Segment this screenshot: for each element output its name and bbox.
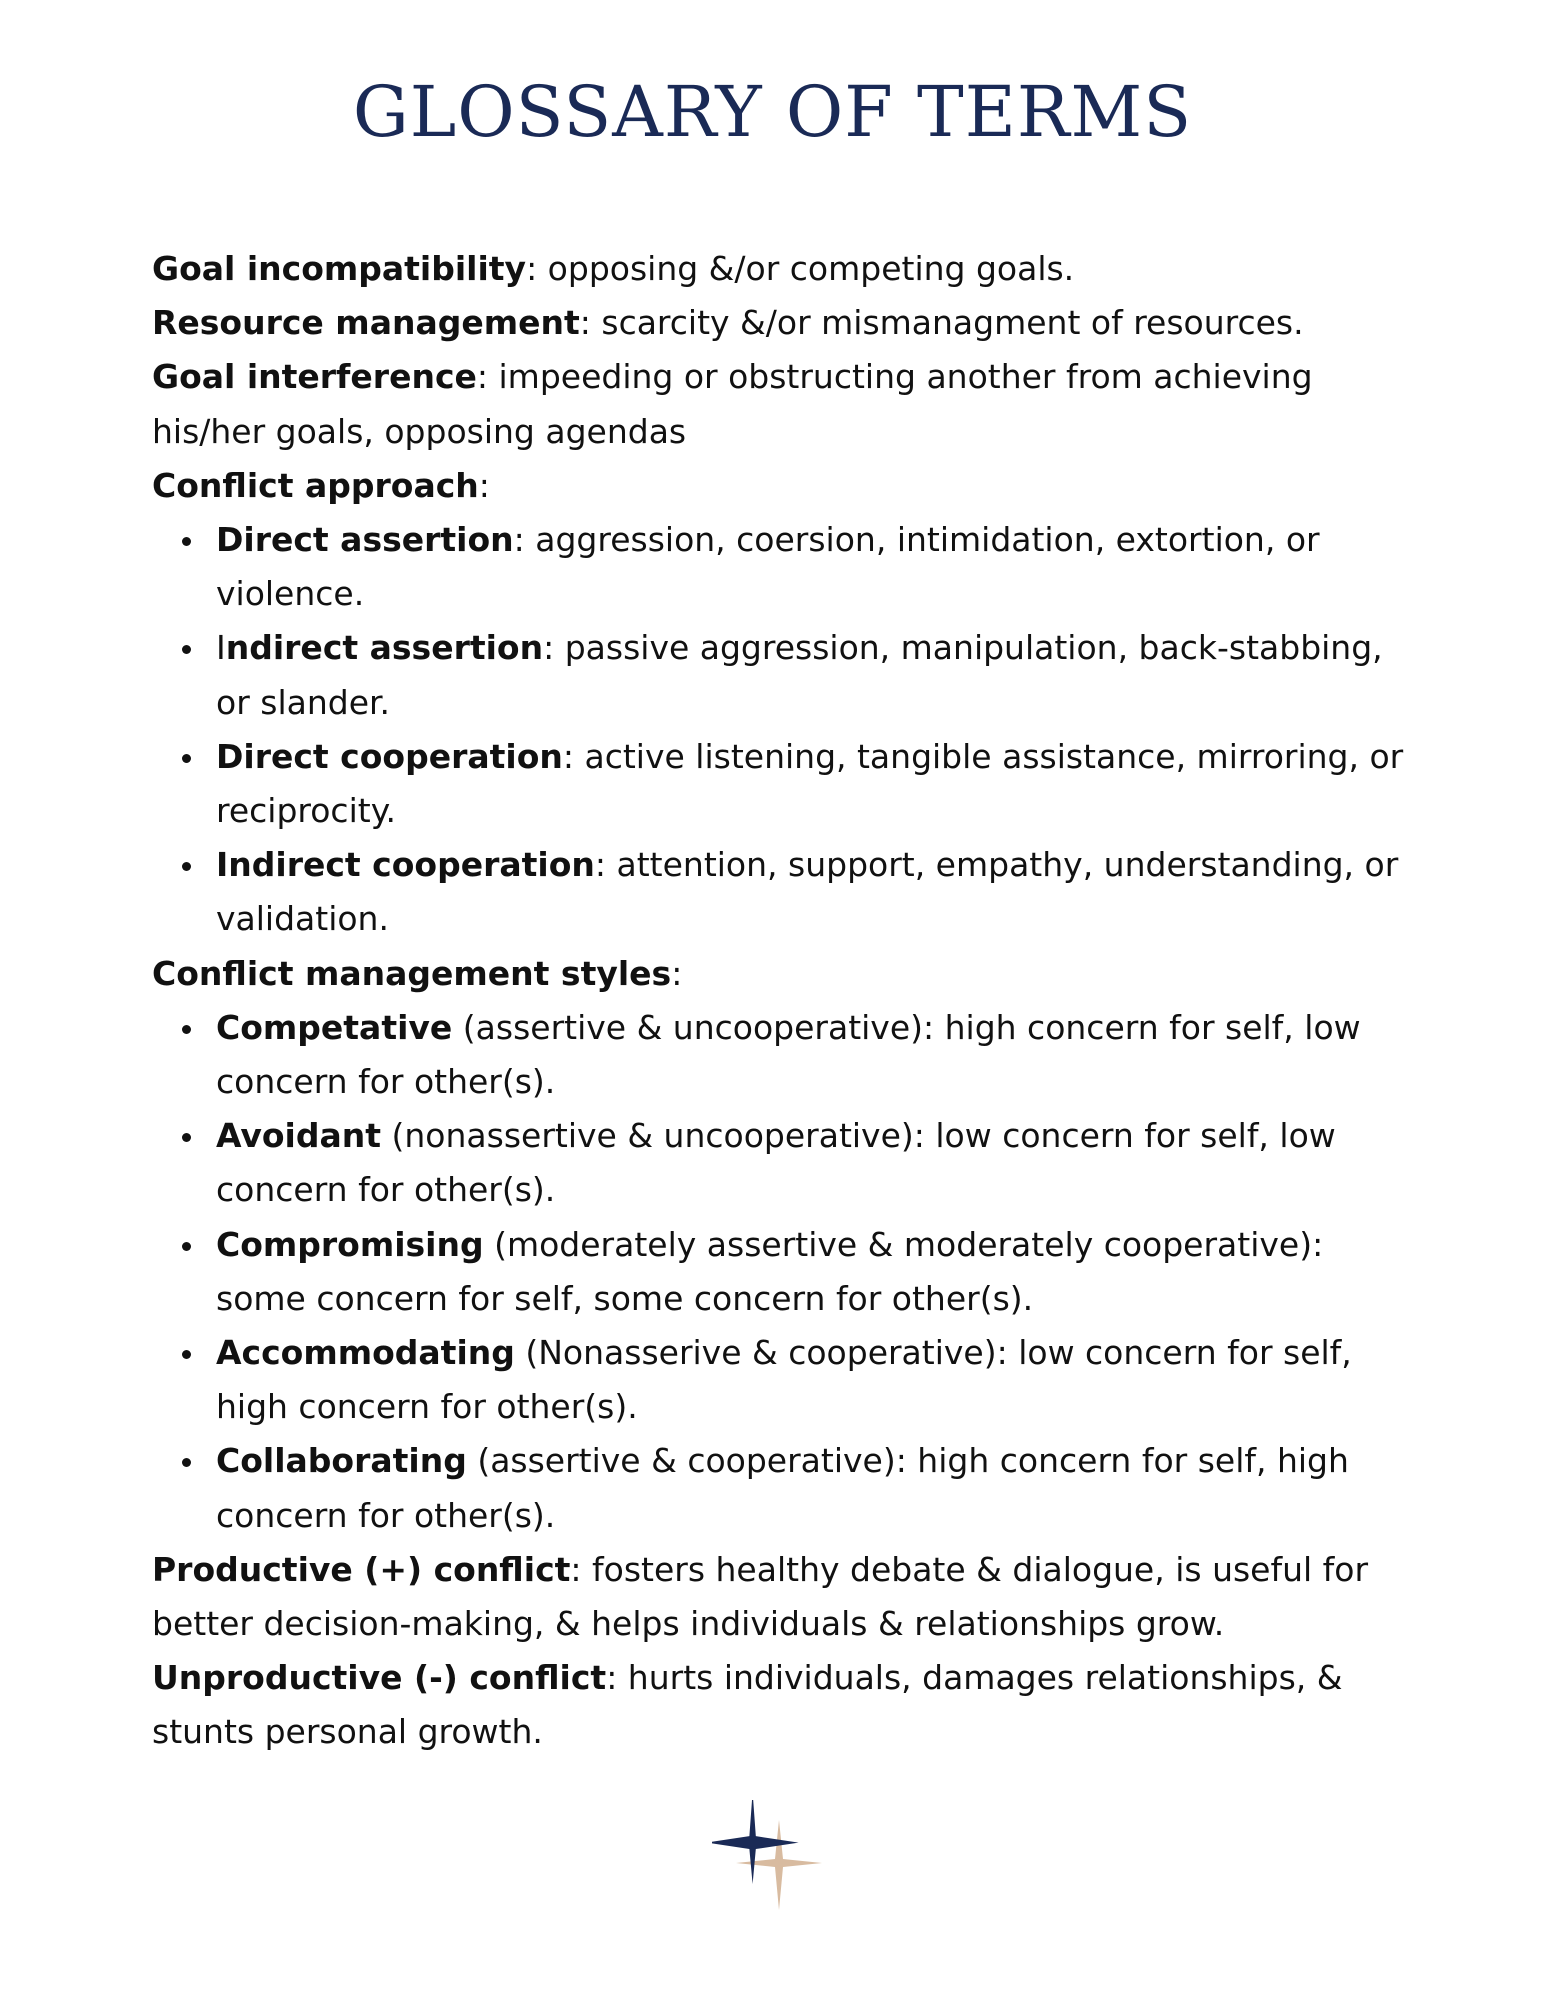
subitem-prefix: I	[216, 628, 226, 668]
glossary-subitem	[152, 838, 1412, 946]
subitem-definition: (assertive & cooperative): high concern for self, high concern for other(s).	[216, 1441, 1349, 1535]
glossary-definition: : fosters healthy debate & dialogue, is useful for better decision-making, & helps individuals & relationships grow.	[152, 1549, 1369, 1644]
glossary-subitem	[152, 1001, 1412, 1109]
glossary-subitem	[152, 730, 1412, 838]
subitem-term: ndirect assertion	[225, 628, 544, 668]
glossary-sublist	[152, 1001, 1412, 1543]
subitem-definition: : aggression, coersion, intimidation, extortion, or violence.	[216, 520, 1320, 614]
glossary-term: Conflict approach	[152, 465, 479, 505]
subitem-term: Direct assertion	[216, 520, 514, 560]
subitem-term: Compromising	[216, 1224, 484, 1264]
glossary-entry	[152, 459, 1412, 513]
glossary-definition: : opposing &/or competing goals.	[526, 249, 1075, 288]
bullet-dot-icon	[182, 862, 191, 871]
glossary-definition: :	[671, 953, 683, 993]
bullet-dot-icon	[182, 1242, 191, 1251]
glossary-definition: :	[478, 465, 490, 505]
glossary-definition: : hurts individuals, damages relationships, & stunts personal growth.	[152, 1658, 1343, 1752]
glossary-term: Goal interference	[152, 357, 477, 397]
subitem-definition: (moderately assertive & moderately cooperative): some concern for self, some concern for other(s).	[216, 1224, 1324, 1318]
page-title: GLOSSARY OF TERMS	[352, 71, 1193, 153]
glossary-entry	[152, 350, 1412, 458]
subitem-definition: : active listening, tangible assistance, mirroring, or reciprocity.	[216, 736, 1404, 831]
glossary-subitem	[152, 1326, 1412, 1434]
glossary-subitem	[152, 1109, 1412, 1217]
glossary-subitem	[152, 513, 1412, 621]
subitem-definition: (assertive & uncooperative): high concern for self, low concern for other(s).	[216, 1007, 1361, 1102]
subitem-term: Collaborating	[216, 1441, 467, 1481]
subitem-term: Indirect cooperation	[216, 845, 595, 885]
glossary-term: Unproductive (-) conflict	[152, 1658, 607, 1698]
subitem-term: Competative	[216, 1007, 453, 1047]
subitem-term: Direct cooperation	[216, 736, 563, 776]
glossary-subitem	[152, 1434, 1412, 1542]
glossary-term: Productive (+) conflict	[152, 1549, 571, 1589]
four-point-star-icon	[712, 1800, 822, 1910]
glossary-entry	[152, 296, 1412, 350]
bullet-dot-icon	[182, 645, 191, 654]
bullet-dot-icon	[182, 1025, 191, 1034]
subitem-definition: (Nonasserive & cooperative): low concern for self, high concern for other(s).	[216, 1333, 1352, 1427]
glossary-entry	[152, 1543, 1412, 1651]
bullet-dot-icon	[182, 754, 191, 763]
glossary-entry	[152, 1651, 1412, 1759]
glossary-definition: : scarcity &/or mismanagment of resources.	[579, 303, 1304, 343]
subitem-term: Accommodating	[216, 1333, 515, 1373]
glossary-subitem	[152, 1218, 1412, 1326]
subitem-definition: (nonassertive & uncooperative): low concern for self, low concern for other(s).	[216, 1116, 1336, 1210]
bullet-dot-icon	[182, 1458, 191, 1467]
subitem-definition: : passive aggression, manipulation, back-stabbing, or slander.	[216, 628, 1383, 722]
glossary-term: Resource management	[152, 303, 580, 343]
bullet-dot-icon	[182, 537, 191, 546]
glossary-subitem	[152, 621, 1412, 729]
bullet-dot-icon	[182, 1350, 191, 1359]
glossary-term: Conflict management styles	[152, 953, 672, 993]
glossary-term: Goal incompatibility	[152, 249, 527, 288]
glossary-definition: : impeeding or obstructing another from achieving his/her goals, opposing agendas	[152, 357, 1313, 451]
glossary-entry	[152, 242, 1412, 296]
subitem-term: Avoidant	[216, 1116, 382, 1156]
glossary-sublist	[152, 513, 1412, 947]
subitem-definition: : attention, support, empathy, understanding, or validation.	[216, 845, 1399, 939]
bullet-dot-icon	[182, 1133, 191, 1142]
glossary-entry	[152, 947, 1412, 1001]
glossary-content	[152, 242, 1412, 1760]
